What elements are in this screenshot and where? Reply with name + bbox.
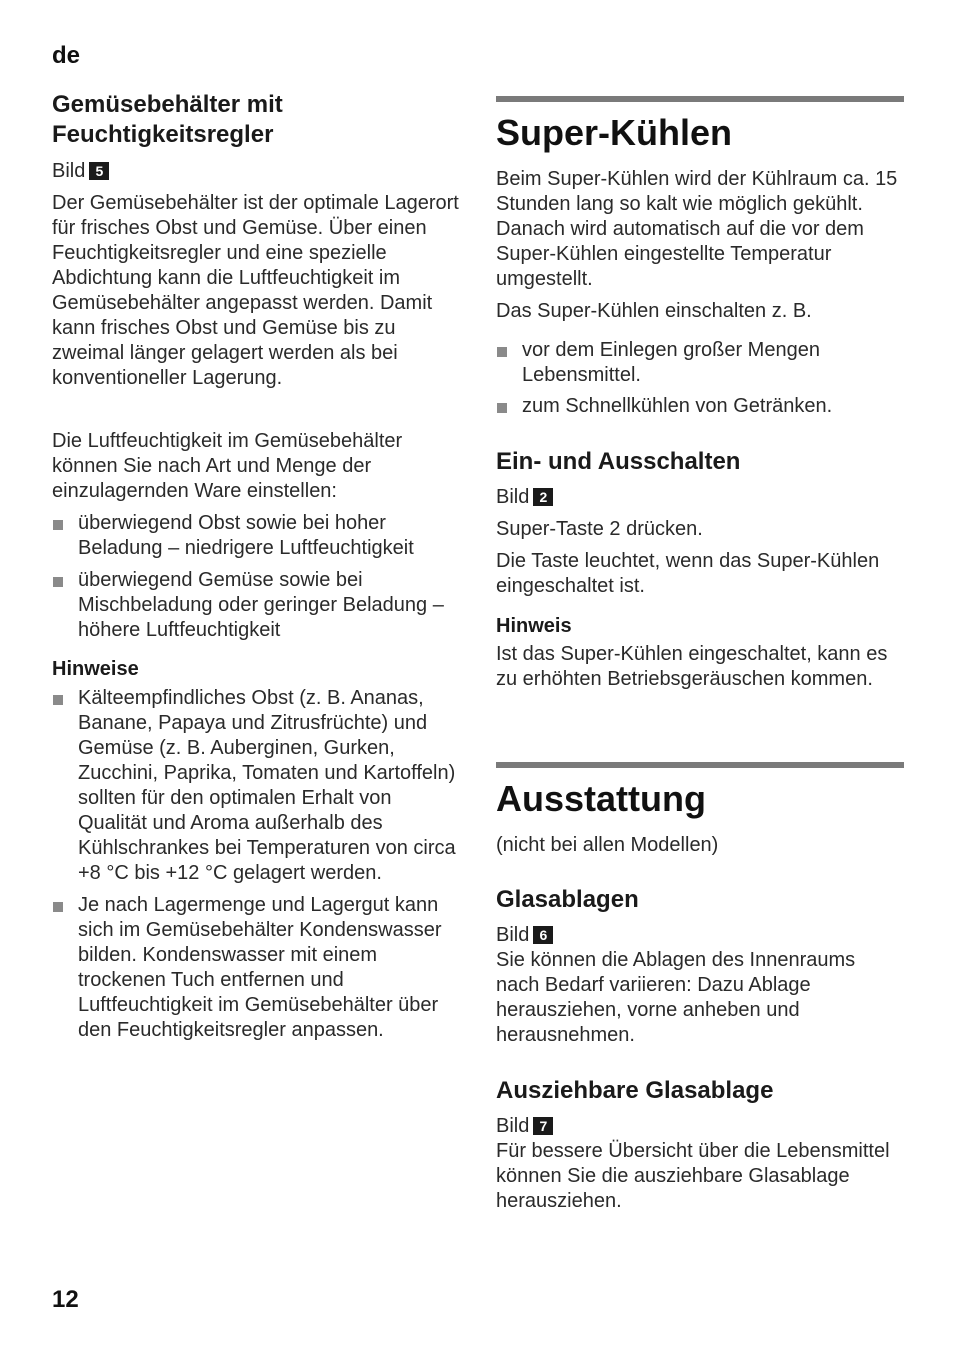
list-item	[496, 338, 904, 388]
square-bullet-icon	[53, 902, 63, 912]
bullet-list	[496, 338, 904, 419]
list-item-text: überwiegend Gemüse sowie bei Mischbeladung oder geringer Beladung – höhere Luftfeuchtigkeit	[78, 569, 444, 641]
page-number: 12	[52, 1286, 79, 1313]
figure-label: Bild	[496, 1115, 530, 1137]
square-bullet-icon	[497, 403, 507, 413]
subsection-title-glasablagen: Glasablagen	[496, 886, 639, 913]
square-bullet-icon	[497, 347, 507, 357]
paragraph: Das Super-Kühlen einschalten z. B.	[496, 300, 812, 322]
figure-number-badge: 5	[89, 162, 109, 180]
paragraph: Sie können die Ablagen des Innenraums nach Bedarf variieren: Dazu Ablage herausziehen, vorne anheben und herausnehmen.	[496, 949, 856, 1046]
figure-label: Bild	[496, 486, 530, 508]
note-text: Ist das Super-Kühlen eingeschaltet, kann es zu erhöhten Betriebsgeräuschen kommen.	[496, 643, 888, 690]
figure-number-badge: 2	[533, 488, 553, 506]
square-bullet-icon	[53, 695, 63, 705]
figure-label: Bild	[496, 924, 530, 946]
bullet-list	[52, 511, 462, 643]
list-item-text: überwiegend Obst sowie bei hoher Beladung – niedrigere Luftfeuchtigkeit	[78, 512, 414, 559]
figure-number-badge: 6	[533, 926, 553, 944]
list-item	[52, 893, 462, 1043]
subsection-title-ausziehbare-glasablage: Ausziehbare Glasablage	[496, 1077, 774, 1104]
square-bullet-icon	[53, 520, 63, 530]
section-title-super-kuehlen: Super-Kühlen	[496, 112, 733, 153]
paragraph: Die Luftfeuchtigkeit im Gemüsebehälter können Sie nach Art und Menge der einzulagernden Ware einstellen:	[52, 430, 403, 502]
language-marker: de	[52, 42, 81, 69]
figure-reference	[496, 485, 904, 510]
list-item	[496, 394, 904, 419]
figure-label: Bild	[52, 160, 86, 182]
figure-number-badge: 7	[533, 1117, 553, 1135]
section-divider	[496, 96, 904, 102]
paragraph: Der Gemüsebehälter ist der optimale Lagerort für frisches Obst und Gemüse. Über einen Feuchtigkeitsregler und eine spezielle Abdichtung kann die Luftfeuchtigkeit im Gemüsebehälter angepasst werden. Damit kann frisches Obst und Gemüse bis zu zweimal länger gelagert werden als bei konventioneller Lagerung.	[52, 192, 459, 389]
list-item-text: vor dem Einlegen großer Mengen Lebensmittel.	[522, 339, 820, 386]
section-title-ausstattung: Ausstattung	[496, 778, 706, 819]
note-heading: Hinweis	[496, 615, 572, 637]
list-item-text: zum Schnellkühlen von Getränken.	[522, 395, 833, 417]
section-subtitle: (nicht bei allen Modellen)	[496, 834, 719, 856]
paragraph: Für bessere Übersicht über die Lebensmittel können Sie die ausziehbare Glasablage herausziehen.	[496, 1140, 890, 1212]
list-item	[52, 686, 462, 886]
figure-reference	[52, 159, 462, 184]
figure-reference	[496, 1114, 904, 1139]
square-bullet-icon	[53, 577, 63, 587]
paragraph: Beim Super-Kühlen wird der Kühlraum ca. 15 Stunden lang so kalt wie möglich gekühlt. Danach wird automatisch auf die vor dem Super-Kühlen eingestellte Temperatur umgestellt.	[496, 168, 898, 290]
section-divider	[496, 762, 904, 768]
notes-heading: Hinweise	[52, 658, 139, 680]
section-title-gemuesebehaelter: Gemüsebehälter mit Feuchtigkeitsregler	[52, 91, 283, 148]
instruction-step: Super-Taste 2 drücken.	[496, 518, 703, 540]
list-item	[52, 568, 462, 643]
list-item-text: Je nach Lagermenge und Lagergut kann sich im Gemüsebehälter Kondenswasser bilden. Kondenswasser mit einem trockenen Tuch entfernen und Luftfeuchtigkeit im Gemüsebehälter über den Feuchtigkeitsregler anpassen.	[78, 894, 442, 1041]
list-item-text: Kälteempfindliches Obst (z. B. Ananas, Banane, Papaya und Zitrusfrüchte) und Gemüse (z. B. Auberginen, Gurken, Zucchini, Paprika, Tomaten und Kartoffeln) sollten für den optimalen Erhalt von Qualität und Aroma außerhalb des Kühlschrankes bei Temperaturen von circa +8 °C bis +12 °C gelagert werden.	[78, 687, 456, 884]
list-item	[52, 511, 462, 561]
notes-list	[52, 686, 462, 1043]
subsection-title-ein-ausschalten: Ein- und Ausschalten	[496, 448, 741, 475]
instruction-result: Die Taste leuchtet, wenn das Super-Kühlen eingeschaltet ist.	[496, 550, 880, 597]
figure-reference	[496, 923, 904, 948]
